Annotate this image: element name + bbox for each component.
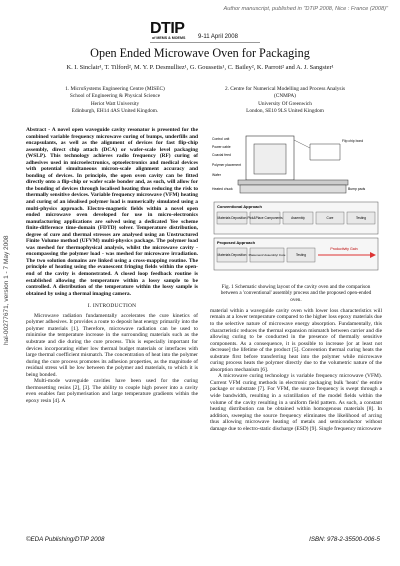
affil-line: School of Engineering & Physical Science (69, 93, 161, 100)
logo-text: DTIP (150, 20, 185, 37)
diagram-label: Power cable (212, 145, 231, 149)
step-label: Testing (355, 216, 367, 220)
affil-line: (CNMPA) (274, 93, 296, 100)
affil-line: London, SE10 9LS United Kingdom (246, 108, 324, 115)
abstract: Abstract - A novel open waveguide cavity resonator is presented for the combined variable frequency microwave curing of bumps, underfills and encapsulants, as well as the alignment of devices for fast flip-chip assembly, direct chip attach (DCA) or wafer-scale level packaging (WSLP). This technology achieves radio frequency (RF) curing of adhesives used in microelectronics, optoelectronics and medical devices with potential simultaneous micron-scale alignment accuracy and bonding of devices. In principle, the open oven cavity can be fitted directly onto a flip-chip or wafer scale bonder and, as such, will allow for the bonding of devices through localised heating thus reducing the risk to thermally sensitive devices. Variable frequency microwave (VFM) heating and curing of an idealised polymer load is numerically simulated using a multi-physics approach. Electro-magnetic fields within a novel open ended microwave oven developed for use in micro-electronics manufacturing applications are solved using a dedicated Yee scheme finite-difference time-domain (FDTD) solver. Temperature distribution, degree of cure and thermal stresses are analysed using an Unstructured Finite Volume method (UFVM) multi-physics package. The polymer load was meshed for thermophysical analysis, whilst the microwave cavity - encompassing the polymer load - was meshed for microwave irradiation. The two solution domains are linked using a cross-mapping routine. The principle of heating using the evanescent fringing fields within the open-end of the cavity is demonstrated. A closed loop feedback routine is established allowing the temperature within a lossy sample to be controlled. A distribution of the temperature within the lossy sample is obtained by using a thermal imaging camera. (26, 127, 198, 297)
step-label: Cure (326, 216, 334, 220)
step-label: Materials Deposition (217, 253, 247, 257)
left-column (26, 127, 198, 404)
feed-line (294, 140, 310, 148)
figure-caption: Fig. 1 Schematic showing layout of the cavity oven and the comparison between a 'conventional' assembly process and the proposed open-ended oven. (220, 284, 372, 303)
affil-line: 1. MicroSystems Engineering Centre (MISEC) (65, 86, 165, 92)
step-label: Pick&Place Components (247, 216, 283, 220)
footer-copyright: ©EDA Publishing/DTIP 2008 (26, 536, 105, 543)
proposed-header: Proposed Approach (217, 240, 256, 245)
author-list: K. I. Sinclair¹, T. Tilford², M. Y. P. Desmulliez¹, G. Goussetis¹, C. Bailey², K. Parrott² and A. J. Sangster¹ (66, 64, 334, 71)
logo-sub: of MEMS & MOEMS (152, 36, 186, 40)
paper-title: Open Ended Microwave Oven for Packaging (90, 46, 310, 60)
publication-notice: Author manuscript, published in "DTIP 2008, Nice : France (2008)" (223, 6, 388, 12)
section-heading: I. INTRODUCTION (87, 303, 137, 310)
paragraph: Multi-mode waveguide cavities have been used for the curing thermosetting resins [2], [3]. The ability to couple high power into a cavity even enables fast polymerisation and large temperature gradients within the epoxy resin [4]. A (26, 378, 198, 404)
dtip-logo (150, 20, 260, 44)
diagram-label: Heated chuck (212, 187, 233, 191)
conventional-steps (217, 212, 375, 224)
diagram-label: Bump pads (348, 187, 366, 191)
figure-1-graphic (210, 130, 382, 282)
footer-isbn: ISBN: 978-2-35500-006-5 (309, 536, 380, 543)
paragraph: Microwave radiation fundamentally accelerates the cure kinetics of polymer adhesives. It provides a route to deposit heat energy primarily into the polymer materials [1]. Therefore, microwave radiation can be used to minimise the temperature increase in the surrounding materials such as the substrate and die during the cure process. This is especially important for devices incorporating either low thermal budget materials or interfaces with large thermal coefficient mismatch. The concentration of heat into the polymer during the cure process promotes its adhesion properties, as the magnitude of residual stress will be low between the polymer and materials, to which it is being bonded. (26, 312, 198, 378)
logo-rule (150, 42, 260, 43)
affil-line: Edinburgh, EH14 4AS United Kingdom. (71, 108, 159, 115)
paragraph: A microwave curing technology is variable frequency microwave (VFM). Current VFM curing methods in electronic packaging bulk 'heats' the entire package or substrate [7]. For VFM, the source frequency is swept through a wide bandwidth, resulting in a scintillation of the model fields within the volume of the cavity resulting in a uniform field pattern. As such, a constant heating distribution can be obtained within homogenous materials [8]. In addition, sweeping the source frequency eliminates the likelihood of arcing thus allowing microwave heating of metals and semiconductor without damage due to electro-static discharge (ESD) [9]. Single frequency microwave (210, 373, 382, 432)
proposed-steps (217, 248, 315, 262)
heated-chuck (240, 185, 346, 193)
flip-chip-head (310, 144, 340, 160)
conventional-header: Conventional Approach (217, 204, 262, 209)
cavity-inner (254, 144, 286, 174)
affiliation-2 (200, 86, 370, 116)
right-column (210, 130, 382, 432)
wafer (238, 180, 348, 185)
diagram-label: Control unit (212, 137, 230, 141)
step-label: Testing (295, 253, 307, 257)
step-label: Placement/ Assembly/ Cure (248, 253, 286, 257)
paragraph: material within a waveguide cavity oven with lower loss characteristics will remain at a lower temperature compared to the higher loss epoxy materials due to the selective nature of microwave energy absorption. Fundamentally, this characteristic reduces the thermal expansion mismatch between carrier and die allowing curing to be conducted in the presence of thermally sensitive components. As a consequence, it is possible to increase [or at least not decrease] the lifetime of the product [5]. Convention thermal curing heats the substrate first before transferring heat into the polymer while microwave curing process heats the polymer directly due to the volumetric nature of the absorption mechanism [6]. (210, 307, 382, 373)
affiliation-1 (30, 86, 200, 116)
logo-date: 9-11 April 2008 (198, 34, 238, 40)
hal-id: hal-00277671, version 1 - 7 May 2008 (3, 235, 10, 345)
diagram-label: Wafer (212, 173, 221, 177)
diagram-label: Flip chip bond (342, 139, 364, 143)
affil-line: University Of Greenwich (258, 100, 312, 107)
step-label: Assembly (291, 216, 305, 220)
step-label: Materials Deposition (217, 216, 247, 220)
figure-1 (210, 130, 382, 282)
productivity-label: Productivity Gain (330, 247, 358, 251)
diagram-label: Coaxial feed (212, 153, 231, 157)
affil-line: 2. Centre for Numerical Modelling and Process Analysis (224, 86, 346, 92)
diagram-label: Polymer placement (212, 163, 242, 167)
affil-line: Heriot Watt University (90, 100, 140, 107)
